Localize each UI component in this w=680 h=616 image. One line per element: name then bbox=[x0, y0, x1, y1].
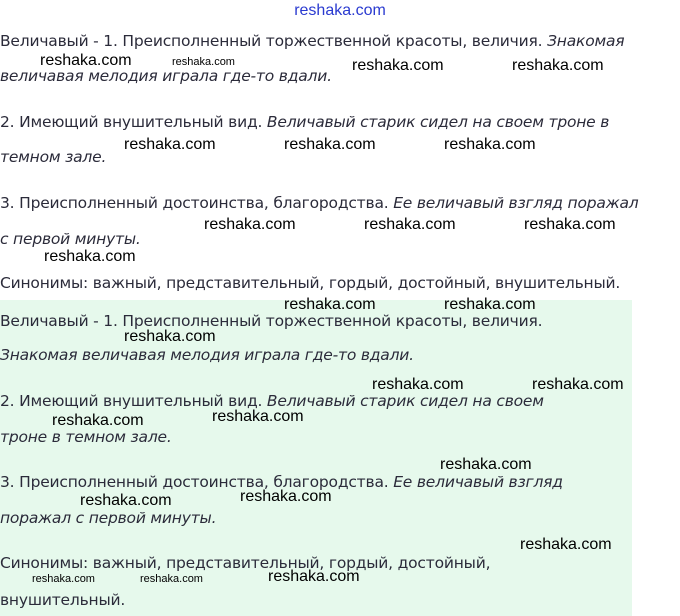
site-link[interactable]: reshaka.com bbox=[294, 2, 386, 19]
watermark: reshaka.com bbox=[512, 57, 604, 74]
watermark: reshaka.com bbox=[284, 296, 376, 313]
watermark: reshaka.com bbox=[268, 568, 360, 585]
watermark: reshaka.com bbox=[284, 136, 376, 153]
answer-definition-1-example: Знакомая величавая мелодия играла где-то вдали. bbox=[0, 346, 414, 364]
answer-definition-3: 3. Преисполненный достоинства, благородства. Ее величавый взгляд bbox=[0, 473, 563, 491]
watermark: reshaka.com bbox=[520, 536, 612, 553]
definition-3: 3. Преисполненный достоинства, благородства. Ее величавый взгляд поражал bbox=[0, 194, 639, 212]
watermark: reshaka.com bbox=[524, 216, 616, 233]
answer-definition-2-example: троне в темном зале. bbox=[0, 428, 172, 446]
watermark: reshaka.com bbox=[172, 56, 235, 68]
definition-2: 2. Имеющий внушительный вид. Величавый старик сидел на своем троне в bbox=[0, 113, 610, 131]
watermark: reshaka.com bbox=[444, 136, 536, 153]
site-header bbox=[0, 0, 680, 22]
watermark: reshaka.com bbox=[52, 412, 144, 429]
watermark: reshaka.com bbox=[204, 216, 296, 233]
definition-1-example: величавая мелодия играла где-то вдали. bbox=[0, 67, 332, 85]
watermark: reshaka.com bbox=[440, 456, 532, 473]
watermark: reshaka.com bbox=[140, 573, 203, 585]
watermark: reshaka.com bbox=[124, 328, 216, 345]
watermark: reshaka.com bbox=[372, 376, 464, 393]
watermark: reshaka.com bbox=[444, 296, 536, 313]
answer-definition-2: 2. Имеющий внушительный вид. Величавый старик сидел на своем bbox=[0, 392, 544, 410]
synonyms-line: Синонимы: важный, представительный, гордый, достойный, внушительный. bbox=[0, 274, 621, 292]
definition-1: Величавый - 1. Преисполненный торжественной красоты, величия. Знакомая bbox=[0, 32, 625, 50]
answer-synonyms-line: Синонимы: важный, представительный, гордый, достойный, bbox=[0, 554, 491, 572]
watermark: reshaka.com bbox=[80, 492, 172, 509]
watermark: reshaka.com bbox=[364, 216, 456, 233]
definition-3-example: с первой минуты. bbox=[0, 230, 141, 248]
watermark: reshaka.com bbox=[212, 408, 304, 425]
watermark: reshaka.com bbox=[44, 248, 136, 265]
watermark: reshaka.com bbox=[240, 488, 332, 505]
watermark: reshaka.com bbox=[352, 57, 444, 74]
answer-synonyms-continued: внушительный. bbox=[0, 591, 126, 609]
definition-2-example: темном зале. bbox=[0, 148, 107, 166]
answer-definition-3-example: поражал с первой минуты. bbox=[0, 509, 217, 527]
watermark: reshaka.com bbox=[532, 376, 624, 393]
watermark: reshaka.com bbox=[32, 573, 95, 585]
watermark: reshaka.com bbox=[124, 136, 216, 153]
answer-definition-1: Величавый - 1. Преисполненный торжественной красоты, величия. bbox=[0, 312, 543, 330]
watermark: reshaka.com bbox=[40, 52, 132, 69]
